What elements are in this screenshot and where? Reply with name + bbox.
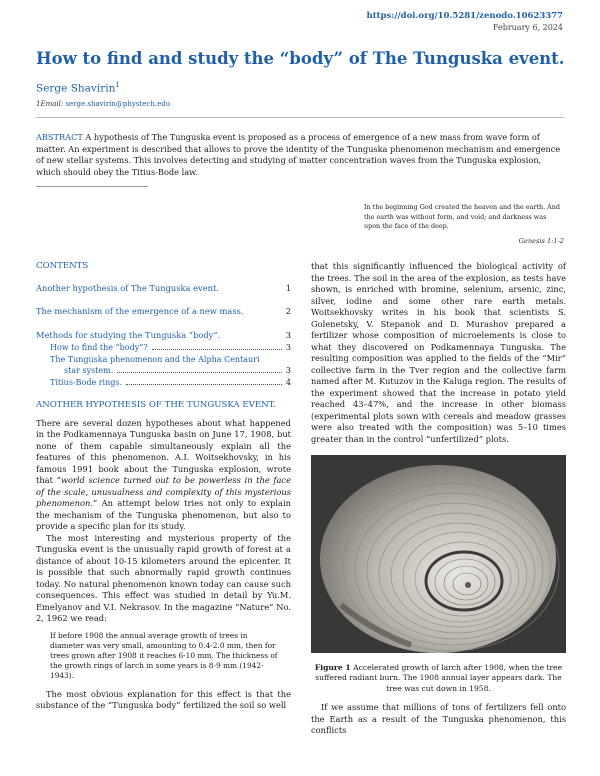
paragraph: The most interesting and mysterious property of the Tunguska event is the unusually rapid growth of forest at a distance of about 10-15 kilometers around the epicenter. It is possible that such abnormally rapid growth continues today. No natural phenomenon known today can cause such consequences. This effect was studied in detail by Yu.M. Emelyanov and V.I. Nekrasov. In the magazine “Nature” No. 2, 1962 we read: <box>36 532 291 623</box>
toc-leader-dots <box>117 372 282 373</box>
toc-item-label[interactable]: The mechanism of the emergence of a new mass. <box>36 306 244 316</box>
abstract-label: ABSTRACT <box>36 132 83 142</box>
toc-item-page: 3 <box>285 329 291 340</box>
toc-subitem-label[interactable]: The Tunguska phenomenon and the Alpha Centauri <box>50 354 260 364</box>
paper-title: How to find and study the “body” of The Tunguska event. <box>36 49 565 68</box>
toc-subitem-label[interactable]: Titius-Bode rings. <box>50 377 123 387</box>
paragraph <box>36 418 291 533</box>
figure-caption <box>311 663 566 695</box>
author <box>36 81 120 95</box>
paragraph: The most obvious explanation for this effect is that the substance of the “Tunguska body” fertilized the soil so well <box>36 688 291 710</box>
toc-subitem-page: 3 <box>285 366 291 375</box>
figure-caption-text: Accelerated growth of larch after 1908, when the tree suffered radiant burn. The 1908 annual layer appears dark. The tree was cut down in 1958. <box>315 662 563 693</box>
paragraph-text: .” An attempt below tries not only to explain the mechanism of the Tunguska phenomenon, but also to provide a specific plan for its study. <box>36 498 291 531</box>
doi-link[interactable] <box>367 11 563 21</box>
paragraph-quote-italic: world science turned out to be powerless in the face of the scale, unusualness and complexity of this mysterious phenomenon <box>36 475 291 508</box>
block-quote: If before 1908 the annual average growth of trees in diameter was very small, amounting to 0.4-2.0 mm, then for trees grown after 1908 it reaches 6-10 mm. The thickness of the growth rings of larch in some years is 8-9 mm (1942-1943). <box>50 630 278 680</box>
toc-item[interactable] <box>36 306 291 318</box>
epigraph: In the beginning God created the heaven and the earth. And the earth was without form, and void; and darkness was upon the face of the deep. <box>364 203 560 230</box>
author-affiliation-mark: 1 <box>115 81 120 89</box>
toc-leader-dots <box>126 384 282 385</box>
author-name: Serge Shavirin <box>36 82 116 95</box>
abstract <box>36 132 566 178</box>
figure-label: Figure 1 <box>314 662 351 672</box>
abstract-text: A hypothesis of The Tunguska event is proposed as a process of emergence of a new mass from wave form of matter. An experiment is described that allows to prove the identity of the Tunguska phenomenon mechanism and emergence of new stellar systems. This involves detecting and studying of matter concentration waves from the Tunguska explosion, which should obey the Titius-Bode law. <box>36 132 561 177</box>
toc-subitem-page: 3 <box>285 343 291 352</box>
publication-date: February 6, 2024 <box>492 23 563 32</box>
epigraph-source: Genesis 1:1-2 <box>518 237 564 245</box>
toc-item-page: 1 <box>285 282 291 293</box>
doi-url[interactable]: https://doi.org/10.5281/zenodo.10623377 <box>366 11 563 21</box>
larch-cross-section-photo <box>311 455 566 653</box>
toc-subitem[interactable] <box>36 377 291 389</box>
toc-subitem-page: 4 <box>285 377 291 387</box>
toc-leader-dots <box>152 349 282 350</box>
contents-heading: CONTENTS <box>36 261 89 271</box>
toc-subitem-label[interactable]: How to find the “body”? <box>50 343 148 352</box>
toc-item[interactable] <box>36 283 291 295</box>
toc-subitem-continued[interactable] <box>36 365 291 377</box>
toc-subitem-label-continued[interactable]: star system. <box>64 366 114 375</box>
paragraph: that this significantly influenced the biological activity of the trees. The soil in the area of the explosion, as tests have shown, is enriched with bromine, selenium, arsenic, zinc, silver, iodine and some other rare earth metals. Woitsekhovsky writes in his book that scientists S. Golenetsky, V. Stepanok and D. Murashov prepared a fertilizer whose composition of microelements is close to what they discovered on Podkamennaya Tunguska. The resulting composition was applied to the fields of the “Mir” collective farm in the Tver region and the collective farm named after M. Kutuzov in the Kaluga region. The results of the experiment showed that the increase in potato yield reached 43–47%, and the increase in other biomass (experimental plots sown with cereals and meadow grasses were also treated with the composition) was 5–10 times greater than in the control “unfertilized” plots. <box>311 261 566 444</box>
toc-item-label[interactable]: Methods for studying the Tunguska “body”. <box>36 329 221 340</box>
toc-item[interactable] <box>36 330 291 342</box>
toc-item-label[interactable]: Another hypothesis of The Tunguska event. <box>36 282 219 293</box>
toc-subitem[interactable] <box>36 354 291 366</box>
paragraph-text: There are several dozen hypotheses about what happened in the Podkamennaya Tunguska basin on June 17, 1908, but none of them capable simultaneously explain all the features of this phenomenon. A.I. Woitsekhovsky, in his famous 1991 book about the Tunguska explosion, wrote that “ <box>36 417 291 485</box>
email-prefix: 1Email: <box>36 100 66 108</box>
right-column <box>311 261 566 737</box>
left-column <box>36 261 291 712</box>
toc-subitem[interactable] <box>36 342 291 354</box>
abstract-divider <box>36 186 148 187</box>
email-address[interactable]: serge.shavirin@phystech.edu <box>65 100 171 108</box>
header-divider <box>36 117 564 118</box>
paragraph: If we assume that millions of tons of fertilizers fell onto the Earth as a result of the Tunguska phenomenon, this conflicts <box>311 702 566 735</box>
author-email <box>36 100 170 108</box>
toc-item-page: 2 <box>285 306 291 316</box>
section-heading: ANOTHER HYPOTHESIS OF THE TUNGUSKA EVENT. <box>36 400 276 410</box>
